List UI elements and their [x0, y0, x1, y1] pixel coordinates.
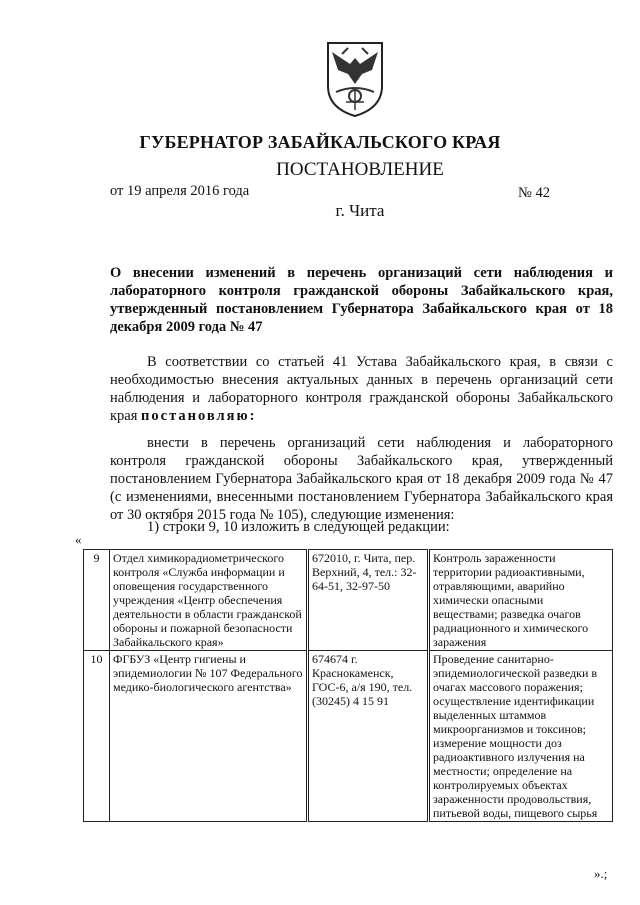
document-heading: О внесении изменений в перечень организаций сети наблюдения и лабораторного контроля гражданской обороны Забайкальского края, утвержденный постановлением Губернатора Забайкальского края от 18 декабря 2009 года № 47 — [110, 265, 613, 335]
document-city: г. Чита — [335, 201, 385, 220]
coat-of-arms-emblem — [322, 40, 388, 118]
quote-open-mark: « — [75, 532, 82, 547]
document-number: № 42 — [518, 185, 550, 201]
address-cell: 672010, г. Чита, пер. Верхний, 4, тел.: 32-64-51, 32-97-50 — [308, 550, 429, 651]
row-number: 10 — [84, 651, 110, 822]
organizations-table — [83, 549, 613, 822]
authority-title: ГУБЕРНАТОР ЗАБАЙКАЛЬСКОГО КРАЯ — [139, 132, 501, 152]
duties-cell: Контроль зараженности территории радиоактивными, отравляющими, аварийно химически опасными веществами; разведка очагов радиационного и химического заражения — [429, 550, 613, 651]
amendment-item-1: 1) строки 9, 10 изложить в следующей редакции: — [147, 519, 450, 535]
duties-cell: Проведение санитарно-эпидемиологической разведки в очагах массового поражения; осуществление идентификации выделенных штаммов микроорганизмов и токсинов; измерение мощности доз радиоактивного излучения на местности; определение на контролируемых объектах зараженности продовольствия, питьевой воды, пищевого сырья — [429, 651, 613, 822]
quote-close-mark: ».; — [594, 866, 608, 881]
resolve-word: постановляю: — [141, 408, 257, 424]
row-number: 9 — [84, 550, 110, 651]
table-row — [84, 550, 613, 651]
table-row — [84, 651, 613, 822]
amendment-paragraph — [110, 434, 613, 524]
document-date: от 19 апреля 2016 года — [110, 183, 250, 199]
preamble-text: В соответствии со статьей 41 Устава Забайкальского края, в связи с необходимостью внесения актуальных данных в перечень организаций сети наблюдения и лабораторного контроля гражданской обороны Забайкальского края — [110, 354, 613, 424]
organization-cell: Отдел химикорадиометрического контроля «Служба информации и оповещения государственного учреждения «Центр обеспечения деятельности в области гражданской обороны и пожарной безопасности Забайкальского края» — [110, 550, 308, 651]
document-type: ПОСТАНОВЛЕНИЕ — [276, 159, 444, 180]
amendment-text: внести в перечень организаций сети наблюдения и лабораторного контроля гражданской обороны Забайкальского края, утвержденный постановлением Губернатора Забайкальского края от 18 декабря 2009 года № 47 (с изменениями, внесенными постановлением Губернатора Забайкальского края от 30 октября 2015 года № 105), следующие изменения: — [110, 435, 613, 523]
organization-cell: ФГБУЗ «Центр гигиены и эпидемиологии № 107 Федерального медико-биологического агентства» — [110, 651, 308, 822]
address-cell: 674674 г. Краснокаменск, ГОС-6, а/я 190, тел. (30245) 4 15 91 — [308, 651, 429, 822]
preamble-paragraph — [110, 353, 613, 425]
